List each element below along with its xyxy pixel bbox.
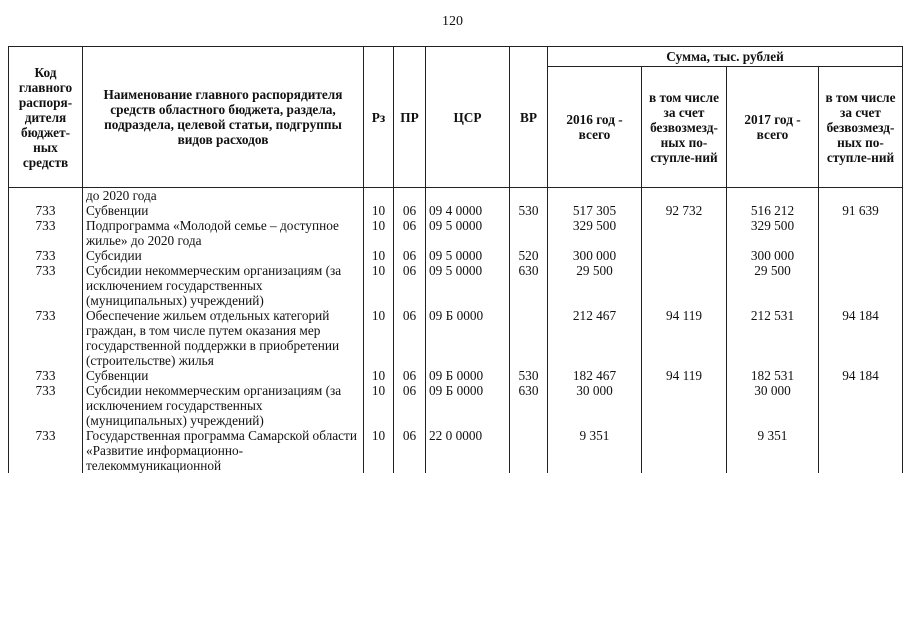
row-name: Государственная программа Самарской области «Развитие информационно-телекоммуникационной [83,428,364,473]
row-total-2017: 212 531 [727,308,819,368]
row-free-2017 [819,428,903,473]
header-total-2016: 2016 год - всего [548,67,642,188]
row-total-2017: 29 500 [727,263,819,308]
row-free-2017 [819,188,903,204]
row-csr: 09 Б 0000 [426,308,510,368]
row-code: 733 [9,428,83,473]
row-free-2017 [819,263,903,308]
table-row [9,188,903,204]
row-pr: 06 [394,428,426,473]
header-total-2017: 2017 год - всего [727,67,819,188]
row-total-2016 [548,188,642,204]
table-row [9,248,903,263]
row-csr: 09 4 0000 [426,203,510,218]
row-free-2017 [819,248,903,263]
row-csr: 09 5 0000 [426,248,510,263]
row-total-2017: 9 351 [727,428,819,473]
row-total-2016: 329 500 [548,218,642,248]
row-name: Субвенции [83,203,364,218]
row-total-2016: 29 500 [548,263,642,308]
table-row [9,308,903,368]
row-free-2016: 94 119 [642,368,727,383]
row-vr [510,218,548,248]
row-total-2017: 30 000 [727,383,819,428]
header-name: Наименование главного распорядителя средств областного бюджета, раздела, подраздела, целевой статьи, подгруппы видов расходов [83,47,364,188]
row-total-2017 [727,188,819,204]
row-name: Субсидии [83,248,364,263]
row-total-2016: 9 351 [548,428,642,473]
row-name: Подпрограмма «Молодой семье – доступное жилье» до 2020 года [83,218,364,248]
row-pr: 06 [394,368,426,383]
row-free-2017 [819,383,903,428]
header-free-2017: в том числе за счет безвозмезд-ных по-ступле-ний [819,67,903,188]
table-row [9,218,903,248]
row-total-2016: 517 305 [548,203,642,218]
row-pr: 06 [394,308,426,368]
row-pr [394,188,426,204]
row-vr: 630 [510,263,548,308]
header-free-2016: в том числе за счет безвозмезд-ных по-ступле-ний [642,67,727,188]
header-sum: Сумма, тыс. рублей [548,47,903,67]
row-free-2016 [642,263,727,308]
table-row [9,203,903,218]
row-total-2017: 516 212 [727,203,819,218]
row-rz: 10 [364,263,394,308]
row-name: Субсидии некоммерческим организациям (за исключением государственных (муниципальных) учреждений) [83,263,364,308]
row-vr: 530 [510,203,548,218]
row-free-2017: 94 184 [819,368,903,383]
row-free-2016: 92 732 [642,203,727,218]
row-rz: 10 [364,308,394,368]
row-code: 733 [9,263,83,308]
row-vr: 530 [510,368,548,383]
row-free-2016 [642,248,727,263]
row-name: Субвенции [83,368,364,383]
header-pr: ПР [394,47,426,188]
row-code: 733 [9,383,83,428]
row-total-2017: 329 500 [727,218,819,248]
table-row [9,368,903,383]
row-total-2016: 30 000 [548,383,642,428]
row-free-2016 [642,383,727,428]
row-free-2017 [819,218,903,248]
row-csr: 22 0 0000 [426,428,510,473]
header-vr: ВР [510,47,548,188]
row-free-2017: 94 184 [819,308,903,368]
table-row [9,383,903,428]
row-rz [364,188,394,204]
row-csr: 09 Б 0000 [426,383,510,428]
row-rz: 10 [364,428,394,473]
table-body [9,188,903,474]
row-name: до 2020 года [83,188,364,204]
row-code: 733 [9,218,83,248]
row-pr: 06 [394,263,426,308]
row-vr [510,308,548,368]
table-header [9,47,903,188]
table-row [9,428,903,473]
row-rz: 10 [364,203,394,218]
row-csr: 09 5 0000 [426,218,510,248]
row-vr: 520 [510,248,548,263]
row-code: 733 [9,203,83,218]
header-rz: Рз [364,47,394,188]
row-rz: 10 [364,248,394,263]
row-pr: 06 [394,203,426,218]
row-vr [510,428,548,473]
row-rz: 10 [364,383,394,428]
row-code: 733 [9,248,83,263]
row-vr: 630 [510,383,548,428]
row-code [9,188,83,204]
row-rz: 10 [364,218,394,248]
row-free-2017: 91 639 [819,203,903,218]
page-number: 120 [442,14,463,29]
row-code: 733 [9,368,83,383]
header-csr: ЦСР [426,47,510,188]
row-free-2016: 94 119 [642,308,727,368]
row-csr: 09 5 0000 [426,263,510,308]
row-pr: 06 [394,218,426,248]
budget-table [8,46,903,473]
row-free-2016 [642,188,727,204]
row-total-2016: 212 467 [548,308,642,368]
row-csr [426,188,510,204]
row-free-2016 [642,428,727,473]
table-row [9,263,903,308]
row-name: Обеспечение жильем отдельных категорий граждан, в том числе путем оказания мер государственной поддержки в приобретении (строительстве) жилья [83,308,364,368]
row-total-2016: 182 467 [548,368,642,383]
row-pr: 06 [394,383,426,428]
row-name: Субсидии некоммерческим организациям (за исключением государственных (муниципальных) учреждений) [83,383,364,428]
row-code: 733 [9,308,83,368]
row-pr: 06 [394,248,426,263]
header-code: Код главного распоря-дителя бюджет-ных средств [9,47,83,188]
row-vr [510,188,548,204]
row-free-2016 [642,218,727,248]
row-total-2017: 300 000 [727,248,819,263]
row-rz: 10 [364,368,394,383]
row-total-2016: 300 000 [548,248,642,263]
row-csr: 09 Б 0000 [426,368,510,383]
row-total-2017: 182 531 [727,368,819,383]
